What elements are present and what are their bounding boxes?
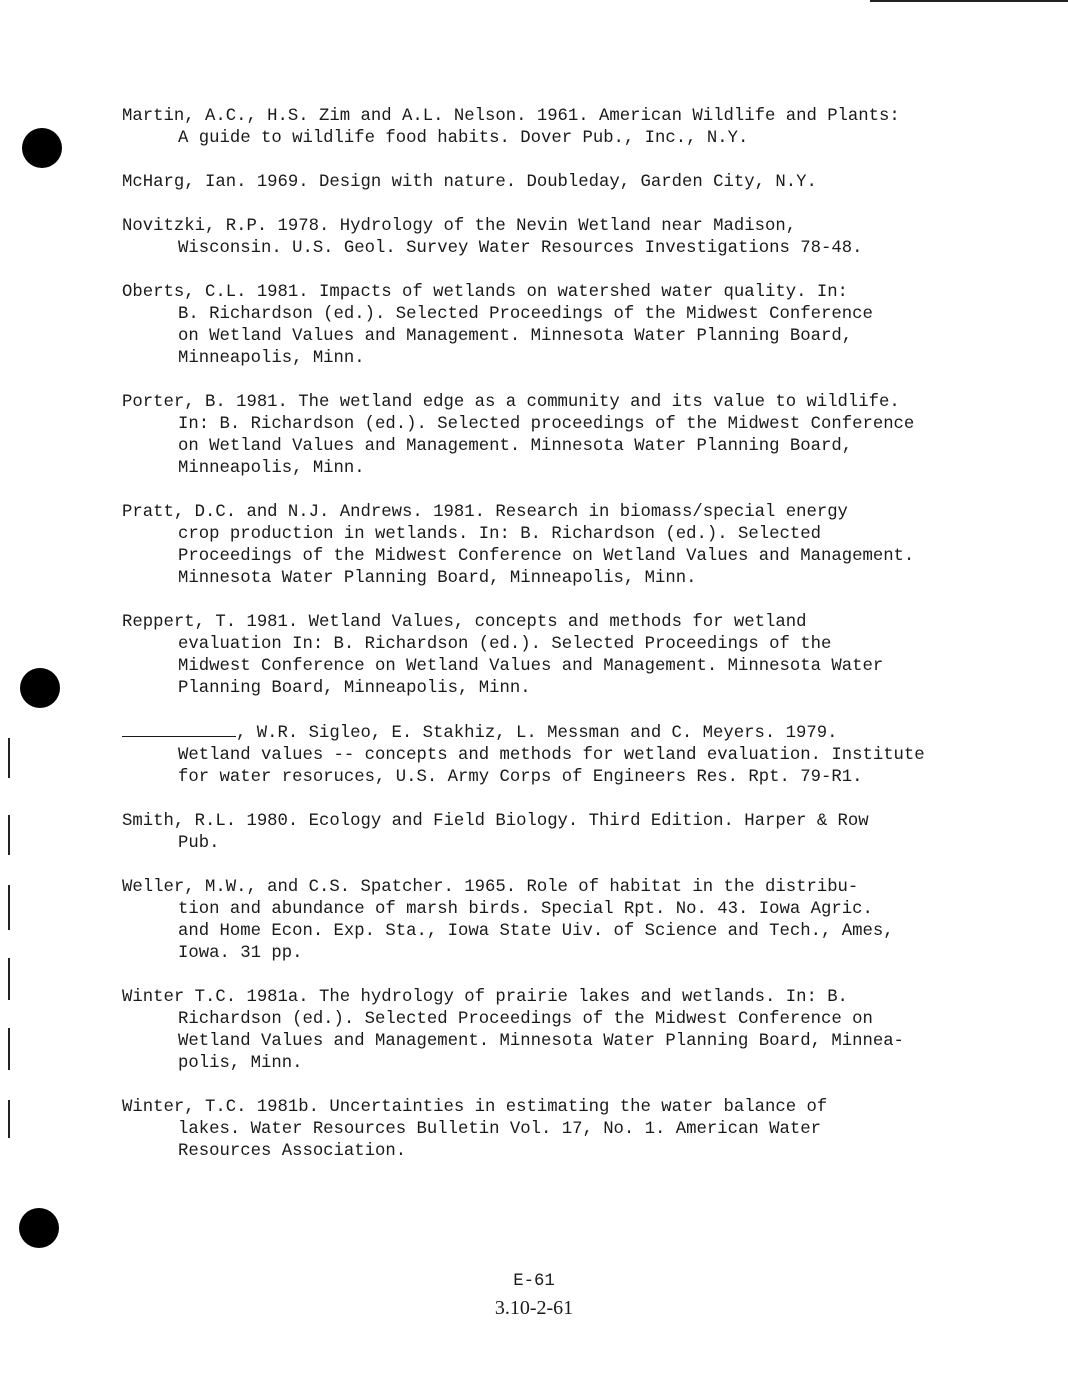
- reference-entry: Winter T.C. 1981a. The hydrology of prairie lakes and wetlands. In: B. Richardson (ed.). Selected Proceedings of the Midwest Conference on Wetland Values and Management. Minnesota Water Planning Board, Minnea- polis, Minn.: [122, 988, 904, 1073]
- page-number: E-61: [513, 1272, 555, 1291]
- reference-entry: Smith, R.L. 1980. Ecology and Field Biology. Third Edition. Harper & Row Pub.: [122, 812, 869, 853]
- binding-mark: [8, 1100, 10, 1138]
- reference-entry-text: , W.R. Sigleo, E. Stakhiz, L. Messman and C. Meyers. 1979. Wetland values -- concepts and methods for wetland evaluation. Institute for water resoruces, U.S. Army Corps of Engineers Res. Rpt. 79-R1.: [178, 724, 925, 787]
- binding-mark: [8, 738, 10, 778]
- reference-entry-same-author: [122, 722, 1012, 789]
- reference-entry: Pratt, D.C. and N.J. Andrews. 1981. Research in biomass/special energy crop production in wetlands. In: B. Richardson (ed.). Selected Proceedings of the Midwest Conference on Wetland Values and Management. Minnesota Water Planning Board, Minneapolis, Minn.: [122, 503, 915, 588]
- section-code: 3.10-2-61: [494, 1297, 574, 1319]
- reference-entry: Weller, M.W., and C.S. Spatcher. 1965. Role of habitat in the distribu- tion and abundance of marsh birds. Special Rpt. No. 43. Iowa Agric. and Home Econ. Exp. Sta., Iowa State Uiv. of Science and Tech., Ames, Iowa. 31 pp.: [122, 878, 894, 963]
- punch-hole-middle: [20, 668, 60, 708]
- reference-entry: Oberts, C.L. 1981. Impacts of wetlands on watershed water quality. In: B. Richardson (ed.). Selected Proceedings of the Midwest Conference on Wetland Values and Management. Minnesota Water Planning Board, Minneapolis, Minn.: [122, 283, 873, 368]
- reference-entry: Winter, T.C. 1981b. Uncertainties in estimating the water balance of lakes. Water Resources Bulletin Vol. 17, No. 1. American Water Resources Association.: [122, 1098, 828, 1161]
- reference-entry: Porter, B. 1981. The wetland edge as a community and its value to wildlife. In: B. Richardson (ed.). Selected proceedings of the Midwest Conference on Wetland Values and Management. Minnesota Water Planning Board, Minneapolis, Minn.: [122, 393, 915, 478]
- punch-hole-top: [22, 128, 62, 168]
- reference-entry: Reppert, T. 1981. Wetland Values, concepts and methods for wetland evaluation In: B. Richardson (ed.). Selected Proceedings of the Midwest Conference on Wetland Values and Management. Minnesota Water Planning Board, Minneapolis, Minn.: [122, 613, 884, 698]
- binding-mark: [8, 1028, 10, 1070]
- binding-mark: [8, 815, 10, 855]
- binding-mark: [8, 885, 10, 930]
- author-repeat-rule: [122, 722, 236, 737]
- reference-list: [122, 106, 1012, 1185]
- reference-entry: Martin, A.C., H.S. Zim and A.L. Nelson. 1961. American Wildlife and Plants: A guide to wildlife food habits. Dover Pub., Inc., N.Y.: [122, 107, 900, 148]
- binding-mark: [8, 958, 10, 1000]
- reference-entry: Novitzki, R.P. 1978. Hydrology of the Nevin Wetland near Madison, Wisconsin. U.S. Geol. Survey Water Resources Investigations 78-48.: [122, 217, 863, 258]
- reference-entry: McHarg, Ian. 1969. Design with nature. Doubleday, Garden City, N.Y.: [122, 173, 817, 192]
- top-edge-rule: [870, 0, 1068, 2]
- punch-hole-bottom: [19, 1208, 59, 1248]
